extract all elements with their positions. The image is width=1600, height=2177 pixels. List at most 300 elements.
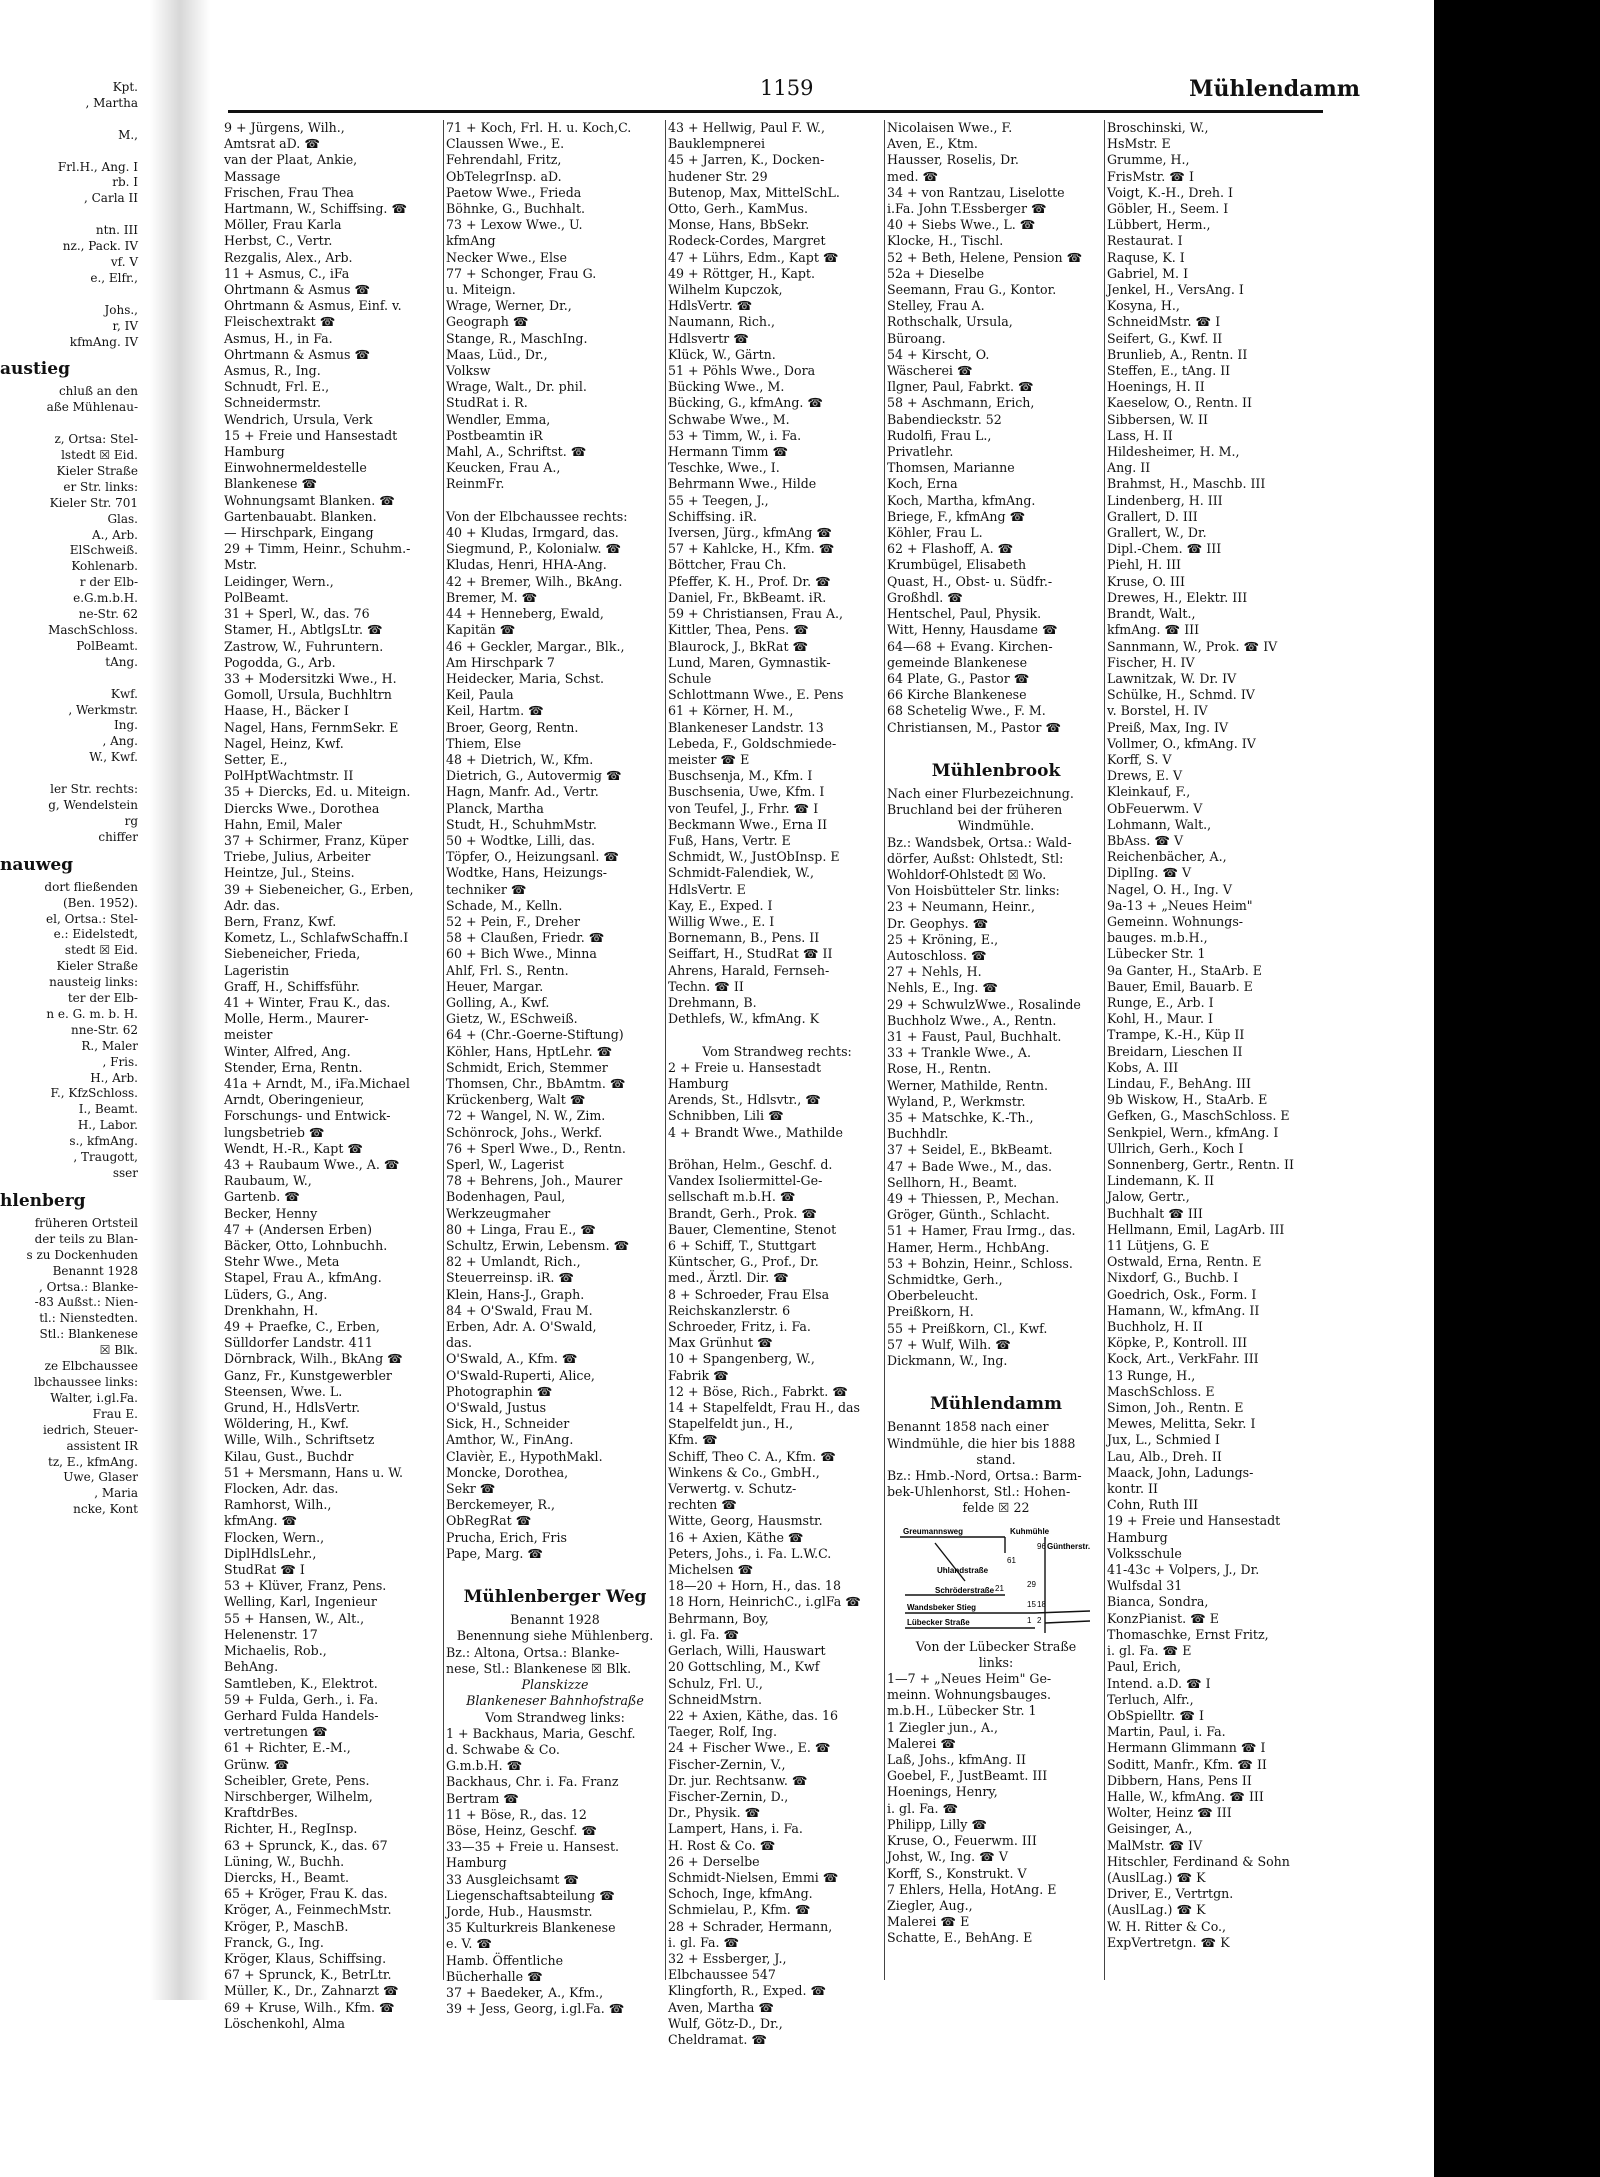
- directory-entry: Ohrtmann & Asmus ☎: [224, 346, 371, 362]
- directory-entry: Nagel, Hans, FernmSekr. E: [224, 719, 399, 735]
- directory-entry: Lau, Alb., Dreh. II: [1107, 1448, 1222, 1464]
- directory-entry: 41a + Arndt, M., iFa.Michael: [224, 1075, 410, 1091]
- directory-entry: Amtsrat aD. ☎: [224, 136, 321, 152]
- directory-entry: Goedrich, Osk., Form. I: [1107, 1286, 1257, 1302]
- directory-entry: 35 Kulturkreis Blankenese: [446, 1920, 616, 1936]
- directory-entry: 48 + Dietrich, W., Kfm.: [446, 751, 594, 767]
- directory-entry: Blaurock, J., BkRat ☎: [668, 638, 809, 654]
- directory-entry: 52 + Beth, Helene, Pension ☎: [887, 249, 1083, 265]
- directory-entry: StudRat i. R.: [446, 395, 528, 411]
- directory-entry: Kapitän ☎: [446, 622, 516, 638]
- directory-entry: Fabrik ☎: [668, 1367, 729, 1383]
- directory-entry: Fleischextrakt ☎: [224, 314, 336, 330]
- directory-entry: Otto, Gerh., KamMus.: [668, 201, 809, 217]
- directory-entry: Kosyna, H.,: [1107, 298, 1180, 314]
- directory-entry: Schade, M., Kelln.: [446, 897, 563, 913]
- directory-entry: Klingforth, R., Exped. ☎: [668, 1983, 827, 1999]
- directory-entry: Welling, Karl, Ingenieur: [224, 1594, 377, 1610]
- directory-entry: Hdlsvertr ☎: [668, 330, 749, 346]
- directory-entry: Peters, Johs., i. Fa. L.W.C.: [668, 1545, 832, 1561]
- directory-entry: 9a-13 + „Neues Heim": [1107, 897, 1253, 913]
- directory-entry: Hoenings, Henry,: [887, 1784, 998, 1800]
- prev-page-line: , Carla II: [84, 191, 138, 206]
- directory-entry: Bern, Franz, Kwf.: [224, 913, 337, 929]
- prev-page-line: tAng.: [105, 654, 138, 669]
- directory-entry: Zastrow, W., Fuhruntern.: [224, 638, 384, 654]
- directory-entry: Flocken, Wern.,: [224, 1529, 325, 1545]
- directory-entry: 41 + Winter, Frau K., das.: [224, 994, 391, 1010]
- prev-page-line: dort fließenden: [44, 879, 138, 894]
- directory-entry: Bauer, Emil, Bauarb. E: [1107, 978, 1253, 994]
- directory-entry: 9b Wiskow, H., StaArb. E: [1107, 1092, 1268, 1108]
- directory-entry: Keucken, Frau A.,: [446, 460, 561, 476]
- directory-entry: 62 + Flashoff, A. ☎: [887, 541, 1014, 557]
- directory-entry: Gabriel, M. I: [1107, 265, 1189, 281]
- prev-page-line: s., kfmAng.: [69, 1134, 138, 1149]
- directory-entry: Lindenberg, H. III: [1107, 492, 1223, 508]
- directory-entry: dörfer, Außst: Ohlstedt, Stl:: [887, 850, 1064, 866]
- directory-entry: 53 + Bohzin, Heinr., Schloss.: [887, 1255, 1073, 1271]
- directory-entry: Intend. a.D. ☎ I: [1107, 1675, 1211, 1691]
- directory-entry: Wodtke, Hans, Heizungs-: [446, 865, 608, 881]
- prev-page-line: tz, E., kfmAng.: [48, 1454, 138, 1469]
- directory-entry: 63 + Sprunck, K., das. 67: [224, 1837, 388, 1853]
- directory-entry: Stange, R., MaschIng.: [446, 330, 588, 346]
- directory-entry: Schmidtke, Gerh.,: [887, 1272, 1003, 1288]
- directory-entry: Schmidt-Falendiek, W.,: [668, 865, 815, 881]
- directory-entry: Brunlieb, A., Rentn. II: [1107, 346, 1248, 362]
- directory-entry: Asmus, H., in Fa.: [224, 330, 333, 346]
- directory-entry: Arndt, Oberingenieur,: [224, 1092, 365, 1108]
- street-heading: Mühlenberger Weg: [463, 1587, 647, 1608]
- directory-entry: Fischer, H. IV: [1107, 654, 1195, 670]
- directory-entry: Klein, Hans-J., Graph.: [446, 1286, 585, 1302]
- directory-entry: Erben, Adr. A. O'Swald,: [446, 1319, 597, 1335]
- directory-entry: Maack, John, Ladungs-: [1107, 1464, 1254, 1480]
- directory-entry: Arends, St., Hdlsvtr., ☎: [668, 1092, 821, 1108]
- directory-entry: 52a + Dieselbe: [887, 265, 985, 281]
- directory-entry: Witte, Georg, Hausmstr.: [668, 1513, 823, 1529]
- directory-entry: HdlsVertr. E: [668, 881, 746, 897]
- directory-entry: Scheibler, Grete, Pens.: [224, 1772, 370, 1788]
- directory-entry: Dipl.-Chem. ☎ III: [1107, 541, 1222, 557]
- prev-heading: nauweg: [0, 854, 74, 875]
- directory-entry: Buschsenia, Uwe, Kfm. I: [668, 784, 825, 800]
- directory-entry: Malerei ☎: [887, 1735, 957, 1751]
- directory-entry: Planck, Martha: [446, 800, 544, 816]
- directory-entry: 1 Ziegler jun., A.,: [887, 1719, 999, 1735]
- prev-page-line: Frl.H., Ang. I: [57, 159, 138, 174]
- directory-entry: Fischer-Zernin, D.,: [668, 1788, 789, 1804]
- directory-entry: Hellmann, Emil, LagArb. III: [1107, 1221, 1285, 1237]
- directory-entry: Kruse, O., Feuerwm. III: [887, 1833, 1037, 1849]
- directory-entry: Mewes, Melitta, Sekr. I: [1107, 1416, 1256, 1432]
- map-house-number: 18: [1037, 1599, 1046, 1609]
- directory-entry: Postbeamtin iR: [446, 427, 543, 443]
- directory-entry: 33 + Trankle Wwe., A.: [887, 1045, 1032, 1061]
- directory-entry: 44 + Henneberg, Ewald,: [446, 606, 604, 622]
- directory-entry: W. H. Ritter & Co.,: [1107, 1918, 1227, 1934]
- directory-entry: StudRat ☎ I: [224, 1562, 305, 1578]
- directory-entry: Küntscher, G., Prof., Dr.: [668, 1254, 819, 1270]
- map-house-number: 15: [1027, 1599, 1036, 1609]
- previous-page-edge: [0, 80, 150, 1970]
- directory-entry: 77 + Schonger, Frau G.: [446, 265, 597, 281]
- directory-entry: m.b.H., Lübecker Str. 1: [887, 1703, 1037, 1719]
- directory-entry: (AuslLag.) ☎ K: [1107, 1869, 1206, 1885]
- prev-page-line: Kohlenarb.: [71, 559, 138, 574]
- directory-entry: Terluch, Alfr.,: [1107, 1691, 1194, 1707]
- directory-entry: Fuß, Hans, Vertr. E: [668, 832, 791, 848]
- directory-entry: Studt, H., SchuhmMstr.: [446, 816, 597, 832]
- directory-entry: Seifert, G., Kwf. II: [1107, 330, 1223, 346]
- directory-entry: med. ☎: [887, 168, 939, 184]
- directory-entry: Sellhorn, H., Beamt.: [887, 1174, 1018, 1190]
- directory-entry: 60 + Bich Wwe., Minna: [446, 946, 597, 962]
- prev-page-line: vf. V: [110, 254, 138, 269]
- directory-entry: Franck, G., Ing.: [224, 1934, 324, 1950]
- prev-page-line: , Ortsa.: Blanke-: [39, 1279, 138, 1294]
- directory-entry: Schönrock, Johs., Werkf.: [446, 1124, 603, 1140]
- directory-entry: PolHptWachtmstr. II: [224, 768, 354, 784]
- directory-entry: Preiß, Max, Ing. IV: [1107, 719, 1229, 735]
- directory-entry: Dethlefs, W., kfmAng. K: [668, 1011, 820, 1027]
- directory-entry: — Hirschpark, Eingang: [224, 525, 374, 541]
- prev-page-line: A., Arb.: [91, 527, 138, 542]
- directory-entry: MalMstr. ☎ IV: [1107, 1837, 1203, 1853]
- prev-page-line: ntn. III: [95, 223, 138, 238]
- directory-entry: Beckmann Wwe., Erna II: [668, 816, 828, 832]
- directory-entry: Gefken, G., MaschSchloss. E: [1107, 1108, 1290, 1124]
- directory-entry: Haase, H., Bäcker I: [224, 703, 349, 719]
- directory-entry: Schroeder, Fritz, i. Fa.: [668, 1319, 811, 1335]
- directory-entry: Necker Wwe., Else: [446, 249, 567, 265]
- directory-entry: Schülke, H., Schmd. IV: [1107, 687, 1255, 703]
- prev-page-line: ncke, Kont: [73, 1502, 138, 1517]
- directory-entry: 39 + Siebeneicher, G., Erben,: [224, 881, 414, 897]
- directory-entry: Pape, Marg. ☎: [446, 1545, 544, 1561]
- column-divider: [1104, 120, 1105, 1980]
- map-street-label: Schröderstraße: [935, 1585, 995, 1595]
- directory-entry: Asmus, R., Ing.: [224, 363, 321, 379]
- directory-entry: Jorde, Hub., Hausmstr.: [446, 1903, 593, 1919]
- prev-page-line: W., Kwf.: [89, 750, 138, 765]
- directory-entry: [446, 493, 664, 509]
- directory-entry: Töpfer, O., Heizungsanl. ☎: [446, 849, 620, 865]
- directory-entry: Schiff, Theo C. A., Kfm. ☎: [668, 1448, 836, 1464]
- directory-entry: 57 + Kahlcke, H., Kfm. ☎: [668, 541, 835, 557]
- prev-page-line: , Werkmstr.: [68, 702, 138, 717]
- directory-entry: Schmielau, P., Kfm. ☎: [668, 1902, 811, 1918]
- directory-entry: u. Miteign.: [446, 282, 516, 298]
- directory-entry: Mstr.: [224, 557, 258, 573]
- prev-page-line: Ing.: [114, 718, 138, 733]
- map-house-number: 96: [1037, 1541, 1046, 1551]
- prev-page-line: lbchaussee links:: [33, 1374, 138, 1389]
- directory-entry: 51 + Hamer, Frau Irmg., das.: [887, 1223, 1076, 1239]
- directory-entry: Kröger, A., FeinmechMstr.: [224, 1902, 392, 1918]
- directory-entry: 64 Plate, G., Pastor ☎: [887, 670, 1030, 686]
- prev-page-line: H., Labor.: [77, 1118, 138, 1133]
- directory-entry: Böttcher, Frau Ch.: [668, 557, 787, 573]
- directory-entry: Bücking, G., kfmAng. ☎: [668, 395, 824, 411]
- directory-entry: 9 + Jürgens, Wilh.,: [224, 120, 345, 135]
- directory-entry: 26 + Derselbe: [668, 1853, 760, 1869]
- directory-entry: 15 + Freie und Hansestadt: [224, 427, 398, 443]
- directory-entry: Wohldorf-Ohlstedt ☒ Wo.: [887, 866, 1047, 882]
- directory-entry: Ang. II: [1107, 460, 1151, 476]
- prev-page-line: , Fris.: [102, 1054, 138, 1069]
- directory-entry: Raubaum, W.,: [224, 1173, 312, 1189]
- map-street-label: Kuhmühle: [1010, 1526, 1050, 1536]
- street-note: Planskizze: [521, 1677, 589, 1693]
- directory-entry: Goebel, F., JustBeamt. III: [887, 1768, 1048, 1784]
- directory-entry: Max Grünhut ☎: [668, 1335, 773, 1351]
- street-note: stand.: [976, 1451, 1016, 1467]
- directory-entry: 18—20 + Horn, H., das. 18: [668, 1578, 841, 1594]
- directory-entry: 51 + Mersmann, Hans u. W.: [224, 1464, 404, 1480]
- directory-column-2: [446, 120, 664, 2017]
- directory-entry: Böhnke, G., Buchhalt.: [446, 201, 586, 217]
- directory-entry: Amthor, W., FinAng.: [446, 1432, 574, 1448]
- directory-entry: Teschke, Wwe., I.: [668, 460, 780, 476]
- directory-entry: Rezgalis, Alex., Arb.: [224, 249, 353, 265]
- directory-entry: Nirschberger, Wilhelm,: [224, 1788, 373, 1804]
- directory-entry: Steuerreinsp. iR. ☎: [446, 1270, 575, 1286]
- directory-entry: Becker, Henny: [224, 1205, 318, 1221]
- directory-entry: Preißkorn, H.: [887, 1304, 974, 1320]
- directory-entry: Piehl, H. III: [1107, 557, 1182, 573]
- directory-entry: Wyland, P., Werkmstr.: [887, 1093, 1026, 1109]
- directory-entry: KraftdrBes.: [224, 1805, 298, 1821]
- prev-page-line: [0, 416, 144, 432]
- directory-entry: ObRegRat ☎: [446, 1513, 532, 1529]
- directory-entry: Bücking Wwe., M.: [668, 379, 785, 395]
- directory-entry: Büroang.: [887, 330, 946, 346]
- directory-entry: Samtleben, K., Elektrot.: [224, 1675, 378, 1691]
- directory-entry: 57 + Wulf, Wilh. ☎: [887, 1336, 1011, 1352]
- page-number: 1159: [760, 76, 814, 100]
- directory-entry: DiplIng. ☎ V: [1107, 865, 1192, 881]
- directory-entry: Blankenese ☎: [224, 476, 318, 492]
- directory-entry: Kaeselow, O., Rentn. II: [1107, 395, 1252, 411]
- directory-entry: [887, 736, 1105, 752]
- prev-page-line: MaschSchloss.: [48, 623, 138, 637]
- directory-entry: Lund, Maren, Gymnastik-: [668, 654, 831, 670]
- directory-entry: Blankeneser Landstr. 13: [668, 719, 824, 735]
- directory-entry: Leidinger, Wern.,: [224, 573, 334, 589]
- directory-entry: Grallert, D. III: [1107, 508, 1198, 524]
- directory-entry: 25 + Kröning, E.,: [887, 931, 999, 947]
- directory-entry: ExpVertretgn. ☎ K: [1107, 1934, 1230, 1950]
- directory-entry: Jenkel, H., VersAng. I: [1107, 282, 1244, 298]
- directory-entry: Dörnbrack, Wilh., BkAng ☎: [224, 1351, 403, 1367]
- directory-entry: 23 + Neumann, Heinr.,: [887, 899, 1036, 915]
- directory-entry: Ullrich, Gerh., Koch I: [1107, 1140, 1244, 1156]
- prev-page-line: , Martha: [85, 95, 138, 110]
- prev-page-line: ☒ Blk.: [99, 1343, 138, 1358]
- directory-entry: Jux, L., Schmied I: [1107, 1432, 1220, 1448]
- directory-entry: Hitschler, Ferdinand & Sohn: [1107, 1853, 1290, 1869]
- directory-entry: Gietz, W., ESchweiß.: [446, 1011, 578, 1027]
- directory-entry: Krückenberg, Walt ☎: [446, 1092, 586, 1108]
- directory-entry: HsMstr. E: [1107, 136, 1171, 152]
- directory-entry: Schneidermstr.: [224, 395, 322, 411]
- directory-entry: 42 + Bremer, Wilh., BkAng.: [446, 573, 623, 589]
- directory-entry: 59 + Fulda, Gerh., i. Fa.: [224, 1691, 379, 1707]
- directory-entry: Massage: [224, 168, 281, 184]
- directory-entry: ObSpielltr. ☎ I: [1107, 1707, 1204, 1723]
- directory-entry: Krumbügel, Elisabeth: [887, 557, 1027, 573]
- directory-entry: HdlsVertr. ☎: [668, 298, 753, 314]
- directory-entry: Heuer, Margar.: [446, 978, 544, 994]
- prev-page-line: Kieler Straße: [56, 463, 138, 478]
- directory-column-4: [887, 120, 1105, 2000]
- directory-entry: 49 + Röttger, H., Kapt.: [668, 265, 815, 281]
- directory-entry: Fehrendahl, Fritz,: [446, 152, 562, 168]
- directory-entry: Koch, Martha, kfmAng.: [887, 492, 1036, 508]
- directory-entry: Drews, E. V: [1107, 768, 1183, 784]
- street-heading: Mühlenbrook: [931, 760, 1061, 781]
- directory-entry: bauges. m.b.H.,: [1107, 930, 1208, 946]
- directory-entry: Lawnitzak, W. Dr. IV: [1107, 670, 1237, 686]
- directory-entry: nese, Stl.: Blankenese ☒ Blk.: [446, 1660, 632, 1676]
- directory-entry: Ganz, Fr., Kunstgewerbler: [224, 1367, 392, 1383]
- directory-entry: DiplHdlsLehr.,: [224, 1545, 317, 1561]
- directory-entry: Diercks Wwe., Dorothea: [224, 800, 380, 816]
- street-note: Benennung siehe Mühlenberg.: [456, 1628, 654, 1644]
- directory-entry: Philipp, Lilly ☎: [887, 1816, 988, 1832]
- directory-entry: i. gl. Fa. ☎: [668, 1626, 740, 1642]
- directory-entry: Stamer, H., AbtlgsLtr. ☎: [224, 622, 383, 638]
- directory-entry: 66 Kirche Blankenese: [887, 687, 1027, 703]
- directory-entry: Voigt, K.-H., Dreh. I: [1107, 184, 1233, 200]
- directory-entry: Buchhdlr.: [887, 1126, 949, 1142]
- directory-entry: kfmAng. ☎: [224, 1513, 298, 1529]
- directory-entry: Sannmann, W., Prok. ☎ IV: [1107, 638, 1278, 654]
- directory-entry: 39 + Jess, Georg, i.gl.Fa. ☎: [446, 2001, 625, 2017]
- directory-entry: Werkzeugmaher: [446, 1205, 551, 1221]
- directory-entry: Dibbern, Hans, Pens II: [1107, 1772, 1252, 1788]
- prev-page-line: Kieler Straße: [56, 959, 138, 974]
- directory-entry: Behrmann, Boy,: [668, 1610, 769, 1626]
- prev-page-line: ler Str. rechts:: [50, 782, 138, 797]
- directory-entry: Schoch, Inge, kfmAng.: [668, 1886, 813, 1902]
- directory-entry: Steffen, E., tAng. II: [1107, 363, 1231, 379]
- directory-entry: Wöldering, H., Kwf.: [224, 1416, 349, 1432]
- directory-entry: Wendler, Emma,: [446, 411, 551, 427]
- directory-entry: Schmidt, W., JustObInsp. E: [668, 849, 840, 865]
- directory-entry: Sülldorfer Landstr. 411: [224, 1335, 373, 1351]
- directory-entry: Benannt 1858 nach einer: [887, 1419, 1049, 1435]
- prev-page-line: der teils zu Blan-: [34, 1231, 138, 1246]
- directory-entry: Möller, Frau Karla: [224, 217, 342, 233]
- directory-entry: Brandt, Gerh., Prok. ☎: [668, 1205, 818, 1221]
- prev-page-line: ne-Str. 62: [78, 607, 138, 622]
- directory-entry: 12 + Böse, Rich., Fabrkt. ☎: [668, 1383, 848, 1399]
- directory-entry: Broer, Georg, Rentn.: [446, 719, 579, 735]
- directory-entry: Schatte, E., BehAng. E: [887, 1930, 1033, 1946]
- directory-entry: Cohn, Ruth III: [1107, 1497, 1199, 1513]
- directory-entry: 6 + Schiff, T., Stuttgart: [668, 1238, 817, 1254]
- column-divider: [665, 120, 666, 1980]
- directory-entry: Christiansen, M., Pastor ☎: [887, 719, 1062, 735]
- directory-entry: meinn. Wohnungsbauges.: [887, 1687, 1051, 1703]
- directory-entry: 18 Horn, HeinrichC., i.glFa ☎: [668, 1594, 861, 1610]
- directory-entry: Martin, Paul, i. Fa.: [1107, 1724, 1226, 1740]
- directory-entry: sellschaft m.b.H. ☎: [668, 1189, 796, 1205]
- directory-entry: 51 + Pöhls Wwe., Dora: [668, 363, 816, 379]
- directory-entry: Berckemeyer, R.,: [446, 1497, 555, 1513]
- directory-entry: 41-43c + Volpers, J., Dr.: [1107, 1562, 1260, 1578]
- prev-page-line: rb. I: [112, 175, 138, 190]
- directory-entry: 43 + Hellwig, Paul F. W.,: [668, 120, 826, 135]
- prev-page-line: [0, 766, 144, 782]
- directory-entry: Bremer, M. ☎: [446, 589, 538, 605]
- prev-page-line: sser: [112, 1166, 138, 1180]
- prev-page-line: Kpt.: [112, 80, 138, 94]
- prev-page-line: n e. G. m. b. H.: [46, 1006, 138, 1021]
- directory-entry: [887, 1369, 1105, 1385]
- directory-entry: e. V. ☎: [446, 1936, 493, 1952]
- directory-entry: meister ☎ E: [668, 751, 750, 767]
- directory-entry: Geograph ☎: [446, 314, 529, 330]
- prev-page-line: s zu Dockenhuden: [26, 1247, 138, 1262]
- map-street-label: Güntherstr.: [1047, 1541, 1091, 1551]
- directory-entry: Siebeneicher, Frieda,: [224, 946, 361, 962]
- directory-entry: Koch, Erna: [887, 476, 958, 492]
- directory-entry: 40 + Kludas, Irmgard, das.: [446, 525, 619, 541]
- directory-entry: 53 + Klüver, Franz, Pens.: [224, 1578, 387, 1594]
- directory-entry: Lebeda, F., Goldschmiede-: [668, 735, 837, 751]
- directory-entry: Bröhan, Helm., Geschf. d.: [668, 1157, 833, 1172]
- prev-page-line: Kwf.: [110, 686, 138, 701]
- directory-entry: Lohmann, Walt.,: [1107, 816, 1212, 832]
- directory-entry: 13 Runge, H.,: [1107, 1367, 1196, 1383]
- directory-entry: Aven, E., Ktm.: [887, 136, 978, 152]
- prev-page-line: früheren Ortsteil: [34, 1215, 138, 1230]
- prev-page-line: I., Beamt.: [78, 1102, 138, 1117]
- map-street-label: Greumannsweg: [903, 1526, 964, 1536]
- directory-entry: Grünw. ☎: [224, 1756, 290, 1772]
- directory-entry: 47 + Bade Wwe., M., das.: [887, 1158, 1052, 1174]
- directory-entry: Trampe, K.-H., Küp II: [1107, 1027, 1245, 1043]
- directory-entry: 72 + Wangel, N. W., Zim.: [446, 1108, 606, 1124]
- directory-entry: Kometz, L., SchlafwSchaffn.I: [224, 930, 409, 946]
- directory-entry: ObFeuerwm. V: [1107, 800, 1203, 816]
- directory-entry: Lüning, W., Buchh.: [224, 1853, 345, 1869]
- directory-entry: 50 + Wodtke, Lilli, das.: [446, 832, 595, 848]
- prev-page-line: [0, 207, 144, 223]
- directory-entry: Quast, H., Obst- u. Südfr.-: [887, 573, 1053, 589]
- directory-entry: Gartenbauabt. Blanken.: [224, 508, 377, 524]
- directory-entry: 82 + Umlandt, Rich.,: [446, 1254, 581, 1270]
- directory-entry: 80 + Linga, Frau E., ☎: [446, 1221, 596, 1237]
- directory-entry: Ramhorst, Wilh.,: [224, 1497, 332, 1513]
- directory-entry: Hamburg: [1107, 1529, 1168, 1545]
- directory-entry: Johst, W., Ing. ☎ V: [887, 1849, 1008, 1865]
- directory-entry: 1—7 + „Neues Heim" Ge-: [887, 1671, 1052, 1687]
- directory-entry: Kittler, Thea, Pens. ☎: [668, 622, 809, 638]
- directory-entry: MaschSchloss. E: [1107, 1383, 1215, 1399]
- directory-entry: Senkpiel, Wern., kfmAng. I: [1107, 1124, 1279, 1140]
- directory-entry: Witt, Henny, Hausdame ☎: [887, 622, 1058, 638]
- directory-entry: Jalow, Gertr.,: [1107, 1189, 1190, 1205]
- directory-entry: Halle, W., kfmAng. ☎ III: [1107, 1788, 1264, 1804]
- directory-entry: 71 + Koch, Frl. H. u. Koch,C.: [446, 120, 632, 135]
- directory-entry: Einwohnermeldestelle: [224, 460, 367, 476]
- directory-entry: Kludas, Henri, HHA-Ang.: [446, 557, 607, 573]
